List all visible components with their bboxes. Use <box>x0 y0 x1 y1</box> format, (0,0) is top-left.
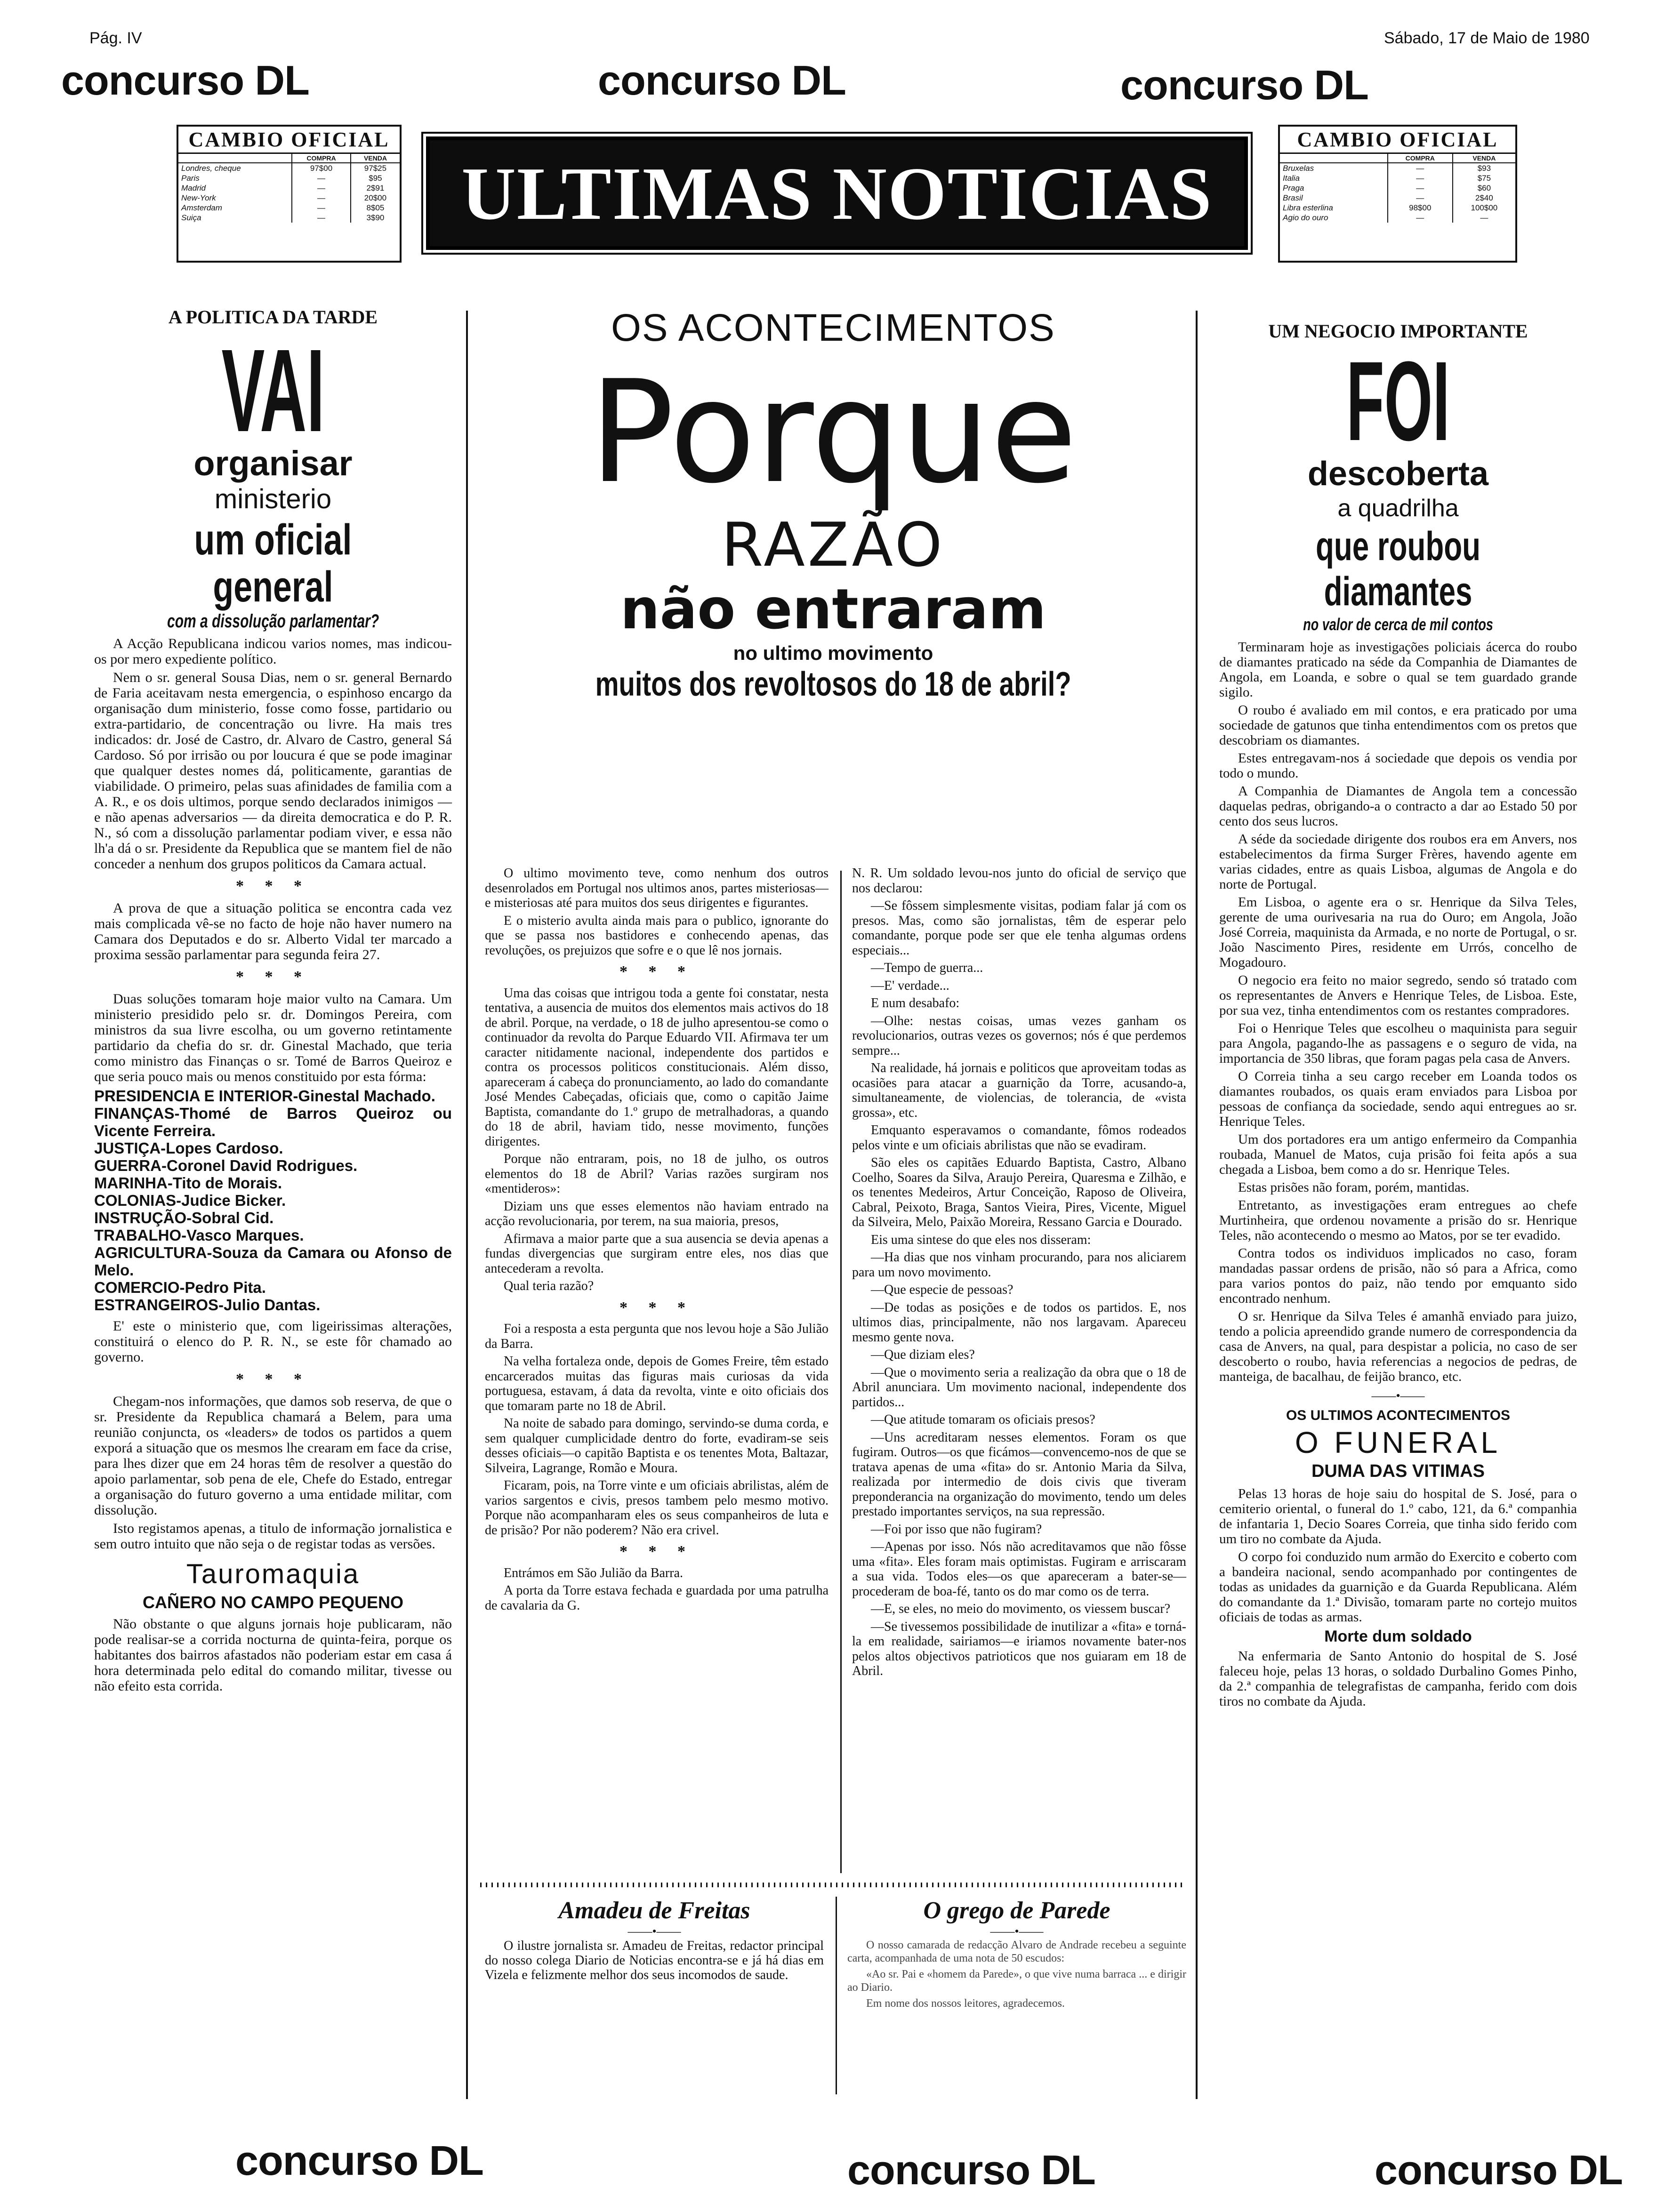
minister-entry: GUERRA-Coronel David Rodrigues. <box>94 1157 358 1174</box>
paragraph: Entrámos em São Julião da Barra. <box>504 1565 684 1580</box>
exchange-rates-title: CAMBIO OFICIAL <box>178 127 400 154</box>
exchange-rate-venda: 8$05 <box>351 203 400 213</box>
article-body <box>1219 1486 1577 1625</box>
section-title: Tauromaquia <box>186 1559 360 1589</box>
exchange-rate-place: Libra esterlina <box>1283 203 1333 212</box>
paragraph: Foi o Henrique Teles que escolheu o maquinista para seguir para Angola, pagando-lhe as passagens e o seguro de vida, na importancia de 350 libras, que foram pagas pela casa de Anvers. <box>1219 1021 1577 1066</box>
exchange-rate-venda: 2$91 <box>351 183 400 193</box>
paragraph: —Que especie de pessoas? <box>871 1282 1014 1297</box>
exchange-rates-table: COMPRA VENDA Londres, cheque 97$00 97$25 Paris — $95 Madrid — 2$91 New-York — 20$00 Amsterdam — 8$05 Suiça — 3$90 <box>178 154 400 223</box>
brief-article <box>847 1897 1186 2013</box>
headline-main: Porque <box>589 350 1078 514</box>
article-body <box>485 1939 824 1982</box>
minister-entry: COLONIAS-Judice Bicker. <box>94 1192 286 1209</box>
paragraph: O ilustre jornalista sr. Amadeu de Freitas, redactor principal do nosso colega Diario de Noticias encontra-se e já há dias em Vizela e felizmente melhor dos seus incomodos de saude. <box>485 1939 824 1982</box>
separator-stars: * * * <box>236 968 310 986</box>
paragraph: Estes entregavam-nos á sociedade que depois os vendia por todo o mundo. <box>1219 751 1577 781</box>
headline-line: descoberta <box>1307 455 1489 493</box>
paragraph: A Acção Republicana indicou varios nomes, mas indicou-os por mero expediente político. <box>94 636 452 667</box>
paragraph: Porque não entraram, pois, no 18 de julho, os outros elementos do 18 de Abril? Varias razões surgiram nos «mentideros»: <box>485 1152 828 1196</box>
paragraph: Estas prisões não foram, porém, mantidas. <box>1238 1180 1470 1195</box>
article-body <box>94 1616 452 1694</box>
separator: ——•—— <box>990 1924 1044 1938</box>
separator-stars: * * * <box>619 1298 694 1316</box>
headline-subline: no valor de cerca de mil contos <box>1303 615 1493 634</box>
paragraph: O corpo foi conduzido num armão do Exercito e coberto com a bandeira nacional, sendo acompanhado por contingentes de todas as unidades da guarnição e da Guarda Republicana. Além do comandante da 1.ª Divisão, tomaram parte no cortejo muitos oficiais de todas as armas. <box>1219 1549 1577 1625</box>
section-title: O FUNERAL <box>1295 1426 1502 1459</box>
exchange-rate-compra: — <box>292 203 351 213</box>
article-kicker: UM NEGOCIO IMPORTANTE <box>1268 321 1528 342</box>
column-rule <box>836 1897 837 2094</box>
article-body <box>94 636 452 1552</box>
paragraph: A prova de que a situação politica se encontra cada vez mais complicada vê-se no facto de hoje não haver numero na Camara dos Deputados e do sr. Alberto Vidal ter marcado a proxima sessão parlamentar para segunda feira 27. <box>94 900 452 962</box>
exchange-rate-row <box>178 183 400 193</box>
article-body <box>847 1939 1186 2010</box>
section-banner <box>426 136 1248 250</box>
headline-main: FOI <box>1346 338 1450 464</box>
exchange-rates-box <box>1278 125 1517 263</box>
promo-text: concurso DL <box>847 2147 1095 2193</box>
paragraph: —E' verdade... <box>871 978 949 993</box>
exchange-rate-compra: — <box>1388 183 1453 193</box>
minister-list <box>94 1087 452 1314</box>
exchange-rate-compra: — <box>1388 173 1453 183</box>
section-heading: DUMA DAS VITIMAS <box>1311 1461 1485 1481</box>
paragraph: —Foi por isso que não fugiram? <box>871 1522 1042 1537</box>
brief-article <box>485 1897 824 1985</box>
exchange-rate-place: Agio do ouro <box>1283 213 1328 222</box>
paragraph: —Tempo de guerra... <box>871 961 983 975</box>
exchange-rate-venda: 97$25 <box>351 163 400 173</box>
headline-subline: com a dissolução parlamentar? <box>167 611 379 632</box>
exchange-rate-place: New-York <box>181 193 216 202</box>
exchange-rate-venda: $75 <box>1453 173 1515 183</box>
paragraph: Ficaram, pois, na Torre vinte e um oficiais abrilistas, além de varios sargentos e civis, presos tambem pelo mesmo motivo. Porque não acompanharam eles os seus companheiros de luta e de prisão? Por não poderem? Não era crivel. <box>485 1478 828 1538</box>
paragraph: Qual teria razão? <box>504 1279 594 1293</box>
exchange-rate-place: Italia <box>1283 174 1300 183</box>
headline-line: que roubou diamantes <box>1316 524 1480 614</box>
paragraph: Chegam-nos informações, que damos sob reserva, de que o sr. Presidente da Republica chamará a Belem, para uma reunião conjuncta, os «leaders» de todos os partidos a quem exporá a situação que os mesmos lhe crearam em face da crise, para lhes dizer que em 24 horas têm de resolver a questão do apoio parlamentar, sob pena de ele, Chefe do Estado, entregar a organisação do futuro governo a uma entidade militar, com dissolução. <box>94 1394 452 1518</box>
exchange-rate-compra: — <box>292 213 351 223</box>
paragraph: O nosso camarada de redacção Alvaro de Andrade recebeu a seguinte carta, acompanhada de uma nota de 50 escudos: <box>847 1939 1186 1964</box>
paragraph: E' este o ministerio que, com ligeirissimas alterações, constituirá o elenco do P. R. N., se este fôr chamado ao governo. <box>94 1318 452 1365</box>
exchange-rate-row <box>1280 173 1515 183</box>
minister-entry: TRABALHO-Vasco Marques. <box>94 1226 304 1244</box>
promo-text: concurso DL <box>235 2137 483 2184</box>
exchange-rate-row <box>1280 203 1515 213</box>
headline-line: ministerio <box>214 484 332 514</box>
separator: ——•—— <box>1371 1389 1425 1403</box>
exchange-rate-compra: — <box>292 183 351 193</box>
paragraph: Uma das coisas que intrigou toda a gente foi constatar, nesta tentativa, a ausencia de muitos dos elementos mais activos do 18 de abril. Porque, na verdade, o 18 de julho apresentou-se como o continuador da revolta do Parque Eduardo VII. Afirmava ter um caracter nitidamente nacional, independente dos partidos e contra os processos politicos constitucionais. Além disso, apareceram á cabeça do pronunciamento, ao lado do comandante José Mendes Cabeçadas, oficiais que, como o capitão Jaime Baptista, comandante do 1.º grupo de metralhadoras, a quando do 18 de abril, haviam tido, nesse movimento, funções dirigentes. <box>485 986 828 1149</box>
paragraph: Nem o sr. general Sousa Dias, nem o sr. general Bernardo de Faria aceitavam nesta emergencia, o espinhoso encargo da organisação dum ministerio, fosse como fosse, partidario ou extra-partidario, de concentração ou livre. Ha mais tres indicados: dr. José de Castro, dr. Alvaro de Castro, general Sá Cardoso. Só por irrisão ou por loucura é que se pode imaginar que qualquer destes nomes dá, politicamente, garantias de viabilidade. O primeiro, pelas suas afinidades de familia com a A. R., e os dois ultimos, porque sendo declarados inimigos — e não apenas adversarios — da direita democratica e do P. R. N., só com a dissolução parlamentar podiam viver, e essa não lh'a dá o sr. Presidente da Republica que se mantem fiel de não conceder a nenhum dos grupos politicos da Camara actual. <box>94 670 452 872</box>
minister-entry: PRESIDENCIA E INTERIOR-Ginestal Machado. <box>94 1087 435 1105</box>
banner-title: ULTIMAS NOTICIAS <box>461 151 1213 235</box>
exchange-rate-row <box>178 163 400 173</box>
paragraph: Duas soluções tomaram hoje maior vulto na Camara. Um ministerio presidido pelo sr. dr. Domingos Pereira, com ministros da sua livre escolha, ou um governo retintamente partidario da chefia do sr. dr. Ginestal Machado, que teria como ministro das Finanças o sr. Tomé de Barros Queiroz e que seria pouco mais ou menos constituido por esta fórma: <box>94 991 452 1084</box>
column-rule <box>840 871 842 1873</box>
headline-line: RAZÃO <box>721 510 945 580</box>
paragraph: O roubo é avaliado em mil contos, e era praticado por uma sociedade de gatunos que tinha entendimentos com os pretos que descobriam os diamantes. <box>1219 703 1577 748</box>
paragraph: —Uns acreditaram nesses elementos. Foram os que fugiram. Outros—os que ficámos—convencemo-nos de que se tratava apenas de uma «fita» do sr. Antonio Maria da Silva, realizada por intermedio de dois civis que tiveram preponderancia na organização do movimento, tendo um deles prestado importantes serviços, na sua repressão. <box>852 1430 1186 1519</box>
separator-stars: * * * <box>236 877 310 895</box>
exchange-rate-venda: $95 <box>351 173 400 183</box>
article-body <box>1219 640 1577 1384</box>
exchange-rates-table: COMPRA VENDA Bruxelas — $93 Italia — $75 Praga — $60 Brasil — 2$40 Libra esterlina 98$00 100$00 Agio do ouro — — <box>1280 154 1515 223</box>
minister-entry: ESTRANGEIROS-Julio Dantas. <box>94 1296 321 1314</box>
exchange-rate-compra: — <box>1388 193 1453 203</box>
decorative-rule <box>480 1883 1186 1887</box>
paragraph: A séde da sociedade dirigente dos roubos era em Anvers, nos estabelecimentos da firma Surger Frères, havendo agente em varias cidades, entre as quais Lisboa, algumas de Angola e do norte de Portugal. <box>1219 832 1577 892</box>
paragraph: Na velha fortaleza onde, depois de Gomes Freire, têm estado encarcerados muitas das figuras mais curiosas da vida portuguesa, estavam, á data da revolta, vinte e oito oficiais dos que tomaram parte no 18 de Abril. <box>485 1354 828 1413</box>
paragraph: São eles os capitães Eduardo Baptista, Castro, Albano Coelho, Soares da Silva, Araujo Pereira, Quaresma e Zilhão, e os tenentes Medeiros, Artur Conceição, Raposo de Oliveira, Cabral, Peixoto, Braga, Santos Vieira, Pires, Vicente, Miguel da Silveira, Melo, Paixão Moreira, Ressano Garcia e Dourado. <box>852 1155 1186 1229</box>
minister-entry: FINANÇAS-Thomé de Barros Queiroz ou Vicente Ferreira. <box>94 1105 452 1139</box>
separator: ——•—— <box>627 1924 681 1938</box>
paragraph: E o misterio avulta ainda mais para o publico, ignorante do que se passa nos bastidores e conhecendo apenas, das revoluções, os prejuizos que sofre e o que lê nos jornais. <box>485 913 828 958</box>
issue-date: Sábado, 17 de Maio de 1980 <box>1384 29 1590 47</box>
page-number: Pág. IV <box>89 29 142 47</box>
exchange-rate-place: Amsterdam <box>181 203 222 212</box>
paragraph: Isto registamos apenas, a titulo de informação jornalistica e sem outro intuito que não seja o de registar todas as versões. <box>94 1521 452 1552</box>
exchange-rate-place: Bruxelas <box>1283 164 1314 173</box>
exchange-rate-venda: 3$90 <box>351 213 400 223</box>
exchange-rate-place: Brasil <box>1283 193 1303 202</box>
paragraph: Pelas 13 horas de hoje saiu do hospital de S. José, para o cemiterio oriental, o funeral do 1.º cabo, 121, da 6.ª companhia de infantaria 1, Decio Soares Correia, que tinha sido ferido com um tiro no combate da Ajuda. <box>1219 1486 1577 1547</box>
minister-entry: INSTRUÇÃO-Sobral Cid. <box>94 1209 274 1226</box>
exchange-rate-place: Paris <box>181 174 200 183</box>
paragraph: Diziam uns que esses elementos não haviam entrado na acção revolucionaria, por terem, na sua maioria, presos, <box>485 1199 828 1228</box>
exchange-rate-row <box>1280 213 1515 223</box>
article-body <box>852 866 1186 1682</box>
exchange-rate-row <box>178 203 400 213</box>
paragraph: Entretanto, as investigações eram entregues ao chefe Murtinheira, que ordenou novamente a prisão do sr. Henrique Teles, não acontecendo o mesmo ao Matos, por se ter evadido. <box>1219 1198 1577 1243</box>
exchange-rate-venda: 2$40 <box>1453 193 1515 203</box>
paragraph: O ultimo movimento teve, como nenhum dos outros desenrolados em Portugal nos ultimos anos, partes misteriosas—e misteriosas até para muitos dos seus dirigentes e figurantes. <box>485 866 828 910</box>
headline-main: VAI <box>221 325 325 456</box>
paragraph: —Que o movimento seria a realização da obra que o 18 de Abril anunciara. Um movimento nacional, independente dos partidos... <box>852 1365 1186 1410</box>
exchange-rate-compra: — <box>1388 163 1453 173</box>
exchange-rate-row <box>1280 163 1515 173</box>
headline-line: muitos dos revoltosos do 18 de abril? <box>595 665 1071 703</box>
paragraph: Na enfermaria de Santo Antonio do hospital de S. José faleceu hoje, pelas 13 horas, o soldado Durbalino Gomes Pinho, da 2.ª companhia de telegrafistas de campanha, ferido com dois tiros no combate da Ajuda. <box>1219 1649 1577 1709</box>
headline-subline: no ultimo movimento <box>733 642 933 664</box>
exchange-rate-compra: — <box>292 173 351 183</box>
section-heading: Morte dum soldado <box>1324 1627 1472 1645</box>
promo-text: concurso DL <box>598 57 846 104</box>
exchange-rate-place: Londres, cheque <box>181 164 241 173</box>
column-rule <box>1196 311 1198 2099</box>
paragraph: A Companhia de Diamantes de Angola tem a concessão daquelas pedras, obrigando-a o contracto a dar ao Estado 50 por cento dos seus lucros. <box>1219 784 1577 829</box>
separator-stars: * * * <box>619 963 694 980</box>
column-rule <box>466 311 468 2099</box>
paragraph: Foi a resposta a esta pergunta que nos levou hoje a São Julião da Barra. <box>485 1322 828 1351</box>
exchange-rates-title: CAMBIO OFICIAL <box>1280 127 1515 154</box>
exchange-rate-row <box>1280 193 1515 203</box>
brief-title: Amadeu de Freitas <box>558 1897 750 1924</box>
section-kicker: OS ULTIMOS ACONTECIMENTOS <box>1286 1408 1511 1423</box>
paragraph: —E, se eles, no meio do movimento, os viessem buscar? <box>871 1602 1171 1616</box>
paragraph: —Olhe: nestas coisas, umas vezes ganham os revolucionarios, outras vezes os governos; nós é que perdemos sempre... <box>852 1013 1186 1058</box>
minister-entry: COMERCIO-Pedro Pita. <box>94 1279 266 1296</box>
exchange-rate-venda: $60 <box>1453 183 1515 193</box>
minister-entry: AGRICULTURA-Souza da Camara ou Afonso de Melo. <box>94 1244 452 1279</box>
paragraph: Em nome dos nossos leitores, agradecemos. <box>866 1997 1065 2010</box>
separator-stars: * * * <box>619 1543 694 1560</box>
paragraph: —Que atitude tomaram os oficiais presos? <box>871 1412 1095 1427</box>
paragraph: —Apenas por isso. Nós não acreditavamos que não fôsse uma «fita». Eles foram mais optimistas. Fugiram e arriscaram a sua vida. Todos eles—os que apareceram a bater-se—procederam de boa-fé, tanto os do mar como os de terra. <box>852 1539 1186 1599</box>
exchange-rate-place: Praga <box>1283 184 1304 192</box>
minister-entry: JUSTIÇA-Lopes Cardoso. <box>94 1139 283 1157</box>
minister-entry: MARINHA-Tito de Morais. <box>94 1174 282 1192</box>
paragraph: A porta da Torre estava fechada e guardada por uma patrulha de cavalaria da G. <box>485 1583 828 1613</box>
promo-text: concurso DL <box>1120 62 1368 108</box>
exchange-rate-compra: 98$00 <box>1388 203 1453 213</box>
separator-stars: * * * <box>236 1370 310 1388</box>
exchange-rate-compra: — <box>292 193 351 203</box>
promo-text: concurso DL <box>1375 2147 1623 2193</box>
section-heading: CAÑERO NO CAMPO PEQUENO <box>142 1593 404 1612</box>
left-article <box>94 306 452 1697</box>
article-body <box>485 866 828 1616</box>
right-article <box>1219 306 1577 1712</box>
paragraph: —De todas as posições e de todos os partidos. E, nos ultimos dias, principalmente, não nos largavam. Apareceu mesmo gente nova. <box>852 1300 1186 1345</box>
paragraph: Terminaram hoje as investigações policiais ácerca do roubo de diamantes praticado na séde da Companhia de Diamantes de Angola, em Loanda, e sobre o qual se tem guardado grande sigilo. <box>1219 640 1577 700</box>
paragraph: O negocio era feito no maior segredo, sendo só tratado com os representantes de Anvers e Henrique Teles, de Lisboa. Este, por sua vez, tinha entendimentos com os restantes compradores. <box>1219 973 1577 1018</box>
paragraph: Afirmava a maior parte que a sua ausencia se devia apenas a fundas divergencias que surgiram entre eles, nos dias que antecederam a revolta. <box>485 1231 828 1276</box>
paragraph: Não obstante o que alguns jornais hoje publicaram, não pode realisar-se a corrida nocturna de quinta-feira, porque os habitantes dos bairros afastados não poderiam estar em casa á hora determinada pelo edital do comando militar, tivesse ou não efeito esta corrida. <box>94 1616 452 1694</box>
exchange-rate-row <box>178 213 400 223</box>
paragraph: —Que diziam eles? <box>871 1347 975 1362</box>
exchange-rate-venda: — <box>1453 213 1515 223</box>
exchange-rate-compra: 97$00 <box>292 163 351 173</box>
headline-line: organisar <box>193 444 353 483</box>
paragraph: Em Lisboa, o agente era o sr. Henrique da Silva Teles, gerente de uma ourivesaria na rua do Ouro; em Angola, João José Correia, maquinista da Armada, e no norte de Portugal, o sr. João Nascimento Pires, residente em Urrós, concelho de Mogadouro. <box>1219 895 1577 970</box>
center-article-header <box>480 306 1186 703</box>
article-kicker: A POLITICA DA TARDE <box>168 306 378 328</box>
exchange-rate-compra: — <box>1388 213 1453 223</box>
article-body <box>1219 1649 1577 1709</box>
paragraph: «Ao sr. Pai e «homem da Parede», o que vive numa barraca ... e dirigir ao Diario. <box>847 1968 1186 1994</box>
headline-line: um oficial general <box>194 516 352 611</box>
paragraph: —Se tivessemos possibilidade de inutilizar a «fita» e torná-la em realidade, sairiamos—e iriamos novamente bater-nos pelos altos objectivos patrioticos que nos guiaram em 18 de Abril. <box>852 1619 1186 1678</box>
paragraph: Na realidade, há jornais e politicos que aproveitam todas as ocasiões para atacar a guarnição da Torre, acusando-a, simultaneamente, de violencias, de tolerancia, de «vista grossa», etc. <box>852 1061 1186 1120</box>
paragraph: O sr. Henrique da Silva Teles é amanhã enviado para juizo, tendo a policia apreendido grande numero de correspondencia da casa de Anvers, na qual, para despistar a policia, no caso de ser descoberto o roubo, havia referencias a negocios de pedras, de manteiga, de bacalhau, de feijão branco, etc. <box>1219 1309 1577 1384</box>
paragraph: N. R. Um soldado levou-nos junto do oficial de serviço que nos declarou: <box>852 866 1186 896</box>
headline-line: a quadrilha <box>1337 495 1459 522</box>
brief-title: O grego de Parede <box>923 1897 1110 1924</box>
paragraph: O Correia tinha a seu cargo receber em Loanda todos os diamantes roubados, os quais eram enviados para Lisboa por pessoas de confiança da sociedade, sendo aqui entregues ao sr. Henrique Teles. <box>1219 1069 1577 1129</box>
exchange-rate-venda: 20$00 <box>351 193 400 203</box>
exchange-rate-venda: 100$00 <box>1453 203 1515 213</box>
headline-line: não entraram <box>620 577 1046 641</box>
paragraph: Na noite de sabado para domingo, servindo-se duma corda, e sem qualquer cumplicidade dentro do forte, evadiram-se seis desses oficiais—o capitão Baptista e os tenentes Mota, Baltazar, Silveira, Lagrange, Romão e Moura. <box>485 1416 828 1475</box>
paragraph: Um dos portadores era um antigo enfermeiro da Companhia roubada, Manuel de Matos, cuja prisão foi feita após a sua chegada a Lisboa, bem como a do sr. Henrique Teles. <box>1219 1132 1577 1177</box>
exchange-rate-place: Suiça <box>181 213 201 222</box>
paragraph: Eis uma sintese do que eles nos disseram: <box>871 1232 1091 1247</box>
exchange-rate-row <box>1280 183 1515 193</box>
paragraph: Emquanto esperavamos o comandante, fômos rodeados pelos vinte e um oficiais abrilistas que não se evadiram. <box>852 1123 1186 1153</box>
paragraph: Contra todos os individuos implicados no caso, foram mandadas passar ordens de prisão, não só para a Africa, como para varios pontos do paiz, não tendo por emquanto sido encontrado nenhum. <box>1219 1246 1577 1306</box>
article-kicker: OS ACONTECIMENTOS <box>611 306 1055 349</box>
exchange-rate-place: Madrid <box>181 184 206 192</box>
paragraph: —Ha dias que nos vinham procurando, para nos aliciarem para um novo movimento. <box>852 1250 1186 1280</box>
exchange-rates-box <box>177 125 402 263</box>
paragraph: —Se fôssem simplesmente visitas, podiam falar já com os presos. Mas, como são jornalistas, têm de esperar pelo comandante, porque pode ser que ele tenha algumas ordens especiais... <box>852 898 1186 958</box>
exchange-rate-row <box>178 173 400 183</box>
exchange-rate-row <box>178 193 400 203</box>
exchange-rate-venda: $93 <box>1453 163 1515 173</box>
promo-text: concurso DL <box>61 57 309 104</box>
paragraph: E num desabafo: <box>871 996 960 1010</box>
